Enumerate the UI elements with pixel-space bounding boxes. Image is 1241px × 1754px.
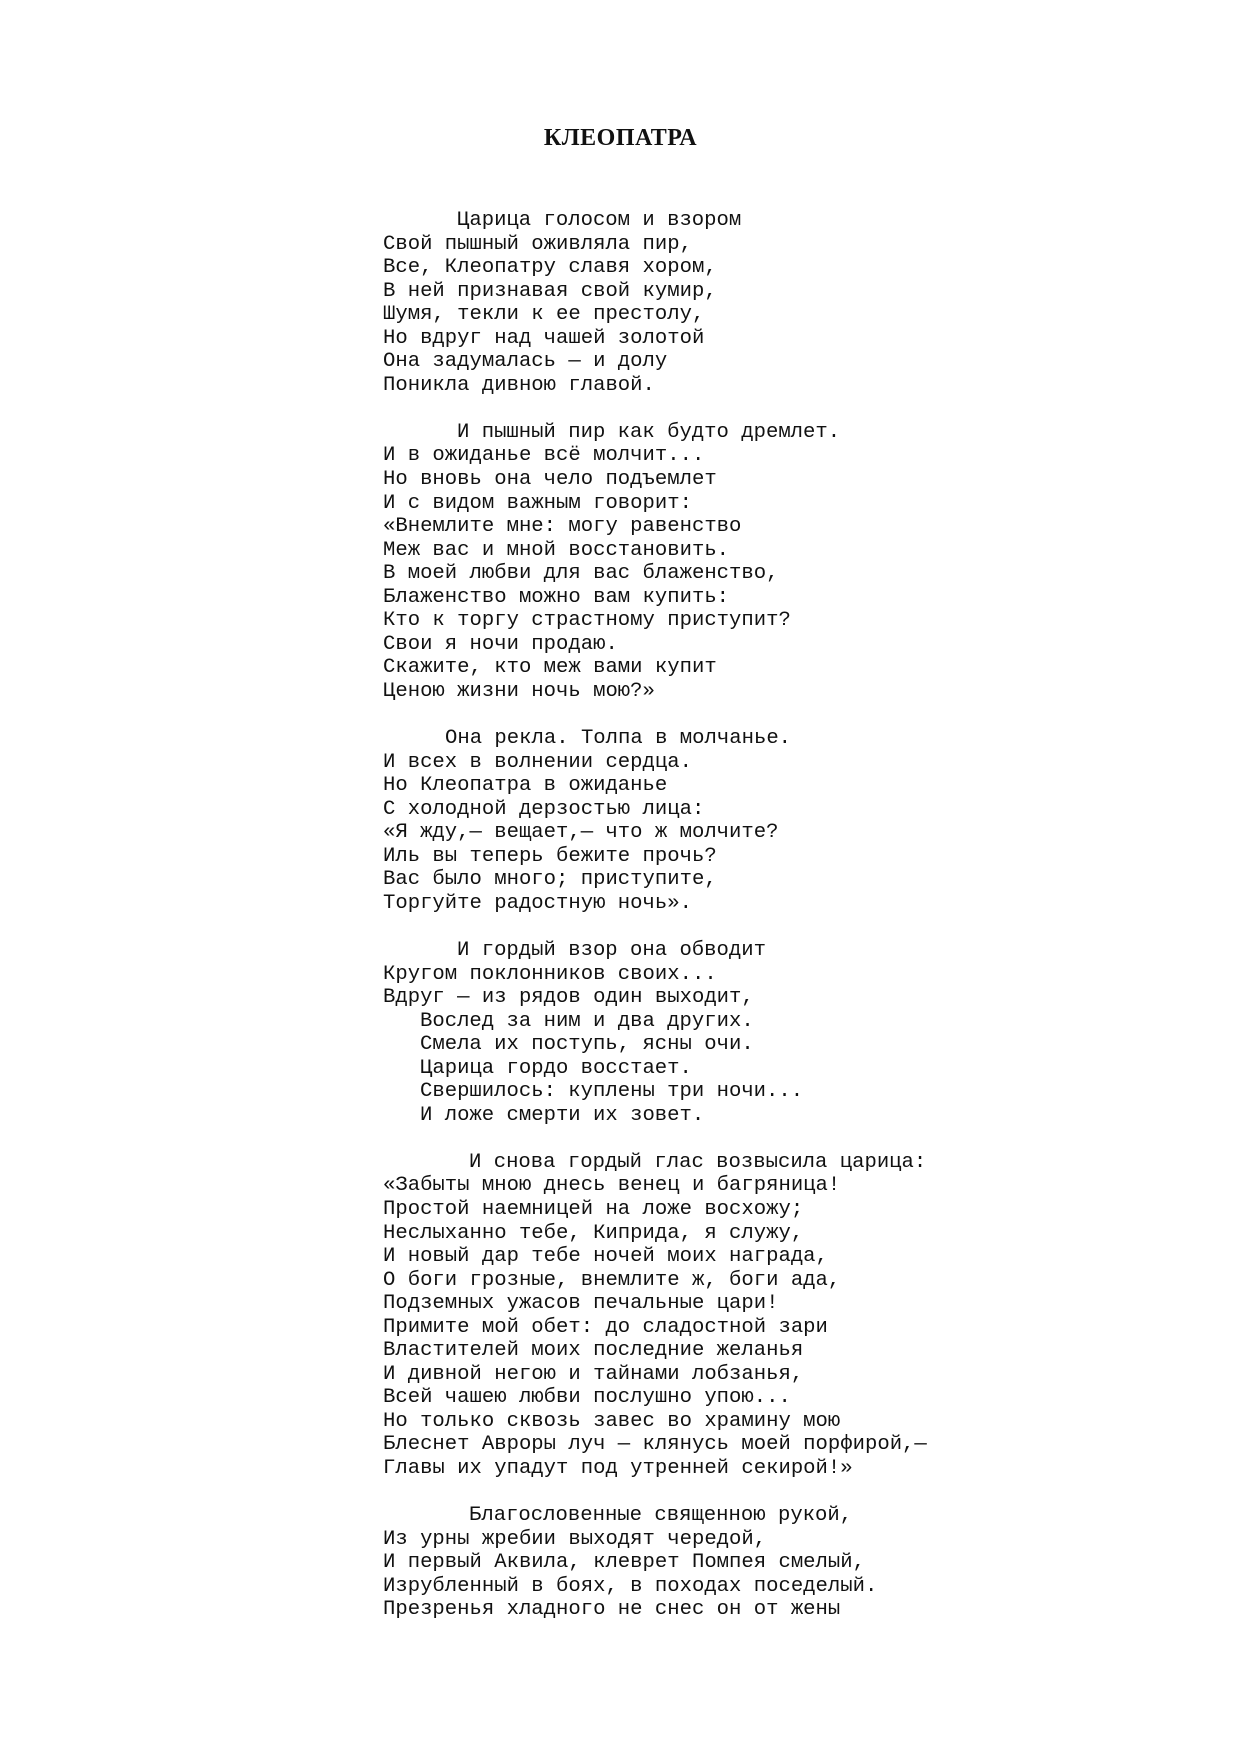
stanza-4 xyxy=(383,939,1203,1127)
poem-line: Но только сквозь завес во храмину мою xyxy=(383,1409,841,1433)
poem-line: Свои я ночи продаю. xyxy=(383,632,618,656)
stanza-6 xyxy=(383,1504,1203,1622)
poem-line: Торгуйте радостную ночь». xyxy=(383,891,692,915)
poem-line: «Внемлите мне: могу равенство xyxy=(383,515,742,539)
poem-line: Вослед за ним и два других. xyxy=(420,1009,754,1033)
poem-title: КЛЕОПАТРА xyxy=(543,125,698,151)
poem-line: «Забыты мною днесь венец и багряница! xyxy=(383,1174,841,1198)
poem-line: Царица голосом и взором xyxy=(457,209,742,232)
poem-line: Но вдруг над чашей золотой xyxy=(383,326,705,350)
poem-line: Блеснет Авроры луч — клянусь моей порфирой,— xyxy=(383,1433,927,1457)
poem-line: Кругом поклонников своих... xyxy=(383,962,717,986)
poem-line: И с видом важным говорит: xyxy=(383,491,692,515)
poem-line: Иль вы теперь бежите прочь? xyxy=(383,844,717,868)
poem-line: И всех в волнении сердца. xyxy=(383,750,692,774)
poem-line: Неслыханно тебе, Киприда, я служу, xyxy=(383,1221,804,1245)
poem-line: Из урны жребии выходят чередой, xyxy=(383,1527,767,1551)
poem-line: Подземных ужасов печальные цари! xyxy=(383,1292,779,1316)
poem-body xyxy=(383,209,1203,1645)
poem-line: И пышный пир как будто дремлет. xyxy=(457,420,841,444)
poem-line: Она рекла. Толпа в молчанье. xyxy=(445,727,792,751)
poem-line: Вас было много; приступите, xyxy=(383,868,717,892)
poem-line: И снова гордый глас возвысила царица: xyxy=(469,1150,927,1174)
poem-line: Властителей моих последние желанья xyxy=(383,1339,804,1363)
poem-line: О боги грозные, внемлите ж, боги ада, xyxy=(383,1268,841,1292)
poem-line: И гордый взор она обводит xyxy=(457,938,766,962)
poem-line: Все, Клеопатру славя хором, xyxy=(383,256,717,280)
poem-line: И новый дар тебе ночей моих награда, xyxy=(383,1245,828,1269)
poem-line: Всей чашею любви послушно упою... xyxy=(383,1386,791,1410)
poem-line: Примите мой обет: до сладостной зари xyxy=(383,1315,828,1339)
poem-line: И дивной негою и тайнами лобзанья, xyxy=(383,1362,804,1386)
poem-line: Поникла дивною главой. xyxy=(383,373,655,397)
poem-line: Простой наемницей на ложе восхожу; xyxy=(383,1197,804,1221)
poem-line: И в ожиданье всё молчит... xyxy=(383,444,705,468)
stanza-1 xyxy=(383,209,1203,397)
poem-line: Но Клеопатра в ожиданье xyxy=(383,774,668,798)
poem-line: Свой пышный оживляла пир, xyxy=(383,232,692,256)
poem-line: Скажите, кто меж вами купит xyxy=(383,656,717,680)
poem-line: С холодной дерзостью лица: xyxy=(383,797,705,821)
poem-line: Смела их поступь, ясны очи. xyxy=(420,1033,754,1057)
poem-line: Кто к торгу страстному приступит? xyxy=(383,609,791,633)
poem-line: Вдруг — из рядов один выходит, xyxy=(383,986,754,1010)
poem-line: «Я жду,— вещает,— что ж молчите? xyxy=(383,821,779,845)
poem-line: И ложе смерти их зовет. xyxy=(420,1103,705,1127)
poem-line: Презренья хладного не снес он от жены xyxy=(383,1598,841,1622)
poem-line: Свершилось: куплены три ночи... xyxy=(420,1080,804,1104)
poem-line: И первый Аквила, клеврет Помпея смелый, xyxy=(383,1551,865,1575)
stanza-5 xyxy=(383,1151,1203,1481)
poem-line: Изрубленный в боях, в походах поседелый. xyxy=(383,1574,878,1598)
stanza-3 xyxy=(383,727,1203,915)
poem-line: Царица гордо восстает. xyxy=(420,1056,692,1080)
poem-line: Благословенные священною рукой, xyxy=(469,1504,853,1528)
poem-line: Шумя, текли к ее престолу, xyxy=(383,303,705,327)
poem-line: Главы их упадут под утренней секирой!» xyxy=(383,1456,853,1480)
poem-line: Блаженство можно вам купить: xyxy=(383,585,730,609)
stanza-2 xyxy=(383,421,1203,704)
poem-line: Ценою жизни ночь мою?» xyxy=(383,679,655,703)
poem-line: Меж вас и мной восстановить. xyxy=(383,538,730,562)
poem-line: В моей любви для вас блаженство, xyxy=(383,562,779,586)
poem-line: Но вновь она чело подъемлет xyxy=(383,468,717,492)
poem-line: Она задумалась — и долу xyxy=(383,350,668,374)
poem-line: В ней признавая свой кумир, xyxy=(383,279,717,303)
